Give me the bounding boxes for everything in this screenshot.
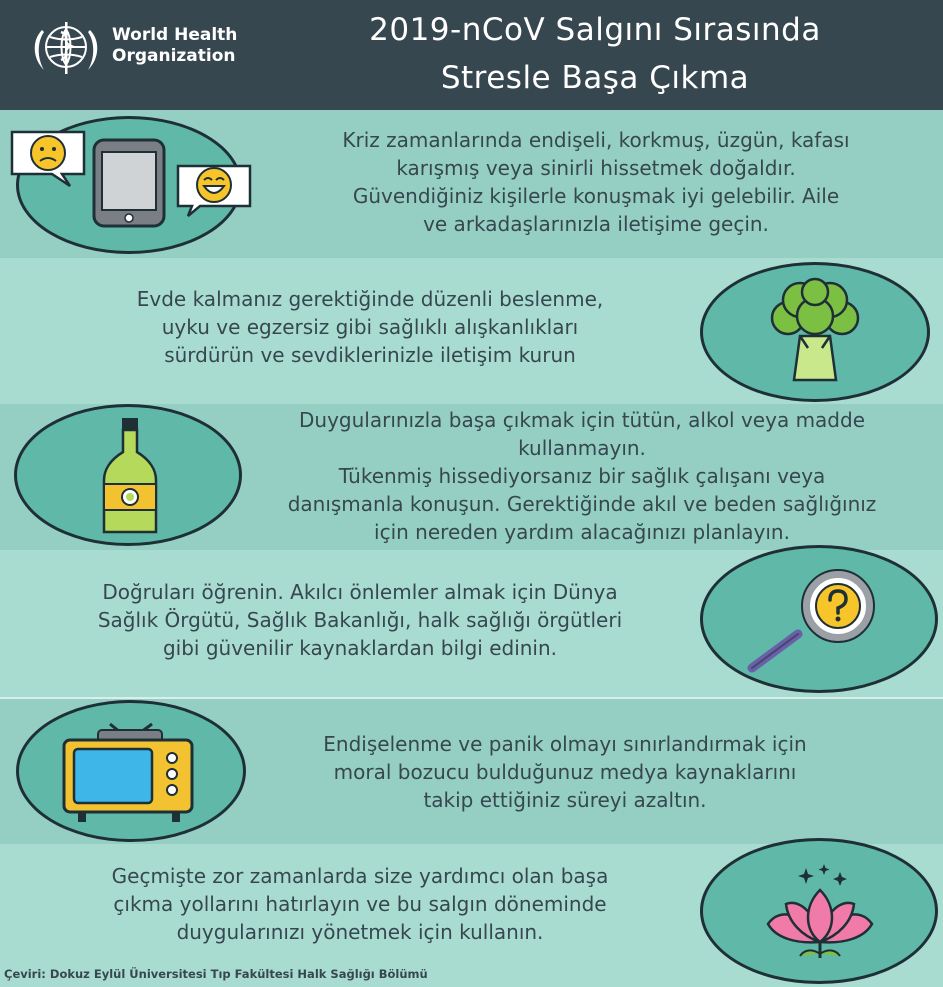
broccoli-icon	[760, 278, 870, 388]
tip-3-line-2: kullanmayın.	[518, 436, 646, 460]
tip-2-text	[70, 285, 670, 369]
title-line2: Stresle Başa Çıkma	[440, 60, 750, 96]
band-divider	[0, 697, 943, 699]
magnifier-question-icon	[746, 572, 886, 674]
tip-5-text	[270, 730, 860, 814]
tip-2-line-3: sürdürün ve sevdiklerinizle iletişim kurun	[164, 343, 576, 367]
tip-5-line-2: moral bozucu bulduğunuz medya kaynaklarını	[333, 760, 797, 784]
lotus-flower-icon	[760, 862, 880, 966]
tip-3-line-5: için nereden yardım alacağınızı planlayın.	[374, 520, 790, 544]
tip-4-text	[40, 578, 680, 662]
tip-3-line-4: danışmanla konuşun. Gerektiğinde akıl ve beden sağlığınız	[287, 492, 877, 516]
tip-4-line-2: Sağlık Örgütü, Sağlık Bakanlığı, halk sağlığı örgütleri	[97, 608, 623, 632]
org-name-line2: Organization	[112, 46, 236, 66]
phone-with-emoji-bubbles-icon	[8, 128, 258, 238]
tip-1-line-1: Kriz zamanlarında endişeli, korkmuş, üzgün, kafası	[342, 128, 850, 152]
who-emblem-icon	[28, 20, 104, 76]
tip-4-line-1: Doğruları öğrenin. Akılcı önlemler almak için Dünya	[102, 580, 618, 604]
tip-5-line-3: takip ettiğiniz süreyi azaltın.	[423, 788, 707, 812]
who-wordmark	[112, 25, 237, 67]
tip-3-line-3: Tükenmiş hissediyorsanız bir sağlık çalışanı veya	[338, 464, 826, 488]
tip-3-text	[238, 406, 926, 546]
tip-4-line-3: gibi güvenilir kaynaklardan bilgi edinin.	[162, 636, 558, 660]
tip-6-line-2: çıkma yollarını hatırlayın ve bu salgın döneminde	[113, 892, 607, 916]
tip-1-line-4: ve arkadaşlarınızla iletişime geçin.	[423, 212, 769, 236]
page-title	[275, 6, 915, 102]
tip-2-line-1: Evde kalmanız gerektiğinde düzenli beslenme,	[136, 287, 604, 311]
tip-6-line-1: Geçmişte zor zamanlarda size yardımcı olan başa	[111, 864, 609, 888]
television-icon	[60, 722, 200, 824]
header	[0, 0, 943, 110]
tip-1-text	[282, 126, 910, 238]
translation-credit: Çeviri: Dokuz Eylül Üniversitesi Tıp Fakültesi Halk Sağlığı Bölümü	[4, 967, 428, 981]
org-name-line1: World Health	[112, 25, 238, 45]
tip-5-line-1: Endişelenme ve panik olmayı sınırlandırmak için	[323, 732, 807, 756]
tip-3-line-1: Duygularınızla başa çıkmak için tütün, alkol veya madde	[299, 408, 865, 432]
tip-2-line-2: uyku ve egzersiz gibi sağlıklı alışkanlıkları	[161, 315, 579, 339]
tip-1-line-3: Güvendiğiniz kişilerle konuşmak iyi gelebilir. Aile	[352, 184, 840, 208]
who-logo	[28, 20, 263, 76]
tip-1-line-2: karışmış veya sinirli hissetmek doğaldır.	[396, 156, 796, 180]
title-line1: 2019-nCoV Salgını Sırasında	[369, 12, 821, 48]
tip-6-line-3: duygularınızı yönetmek için kullanın.	[176, 920, 544, 944]
tip-6-text	[40, 862, 680, 946]
bottle-icon	[100, 416, 160, 538]
